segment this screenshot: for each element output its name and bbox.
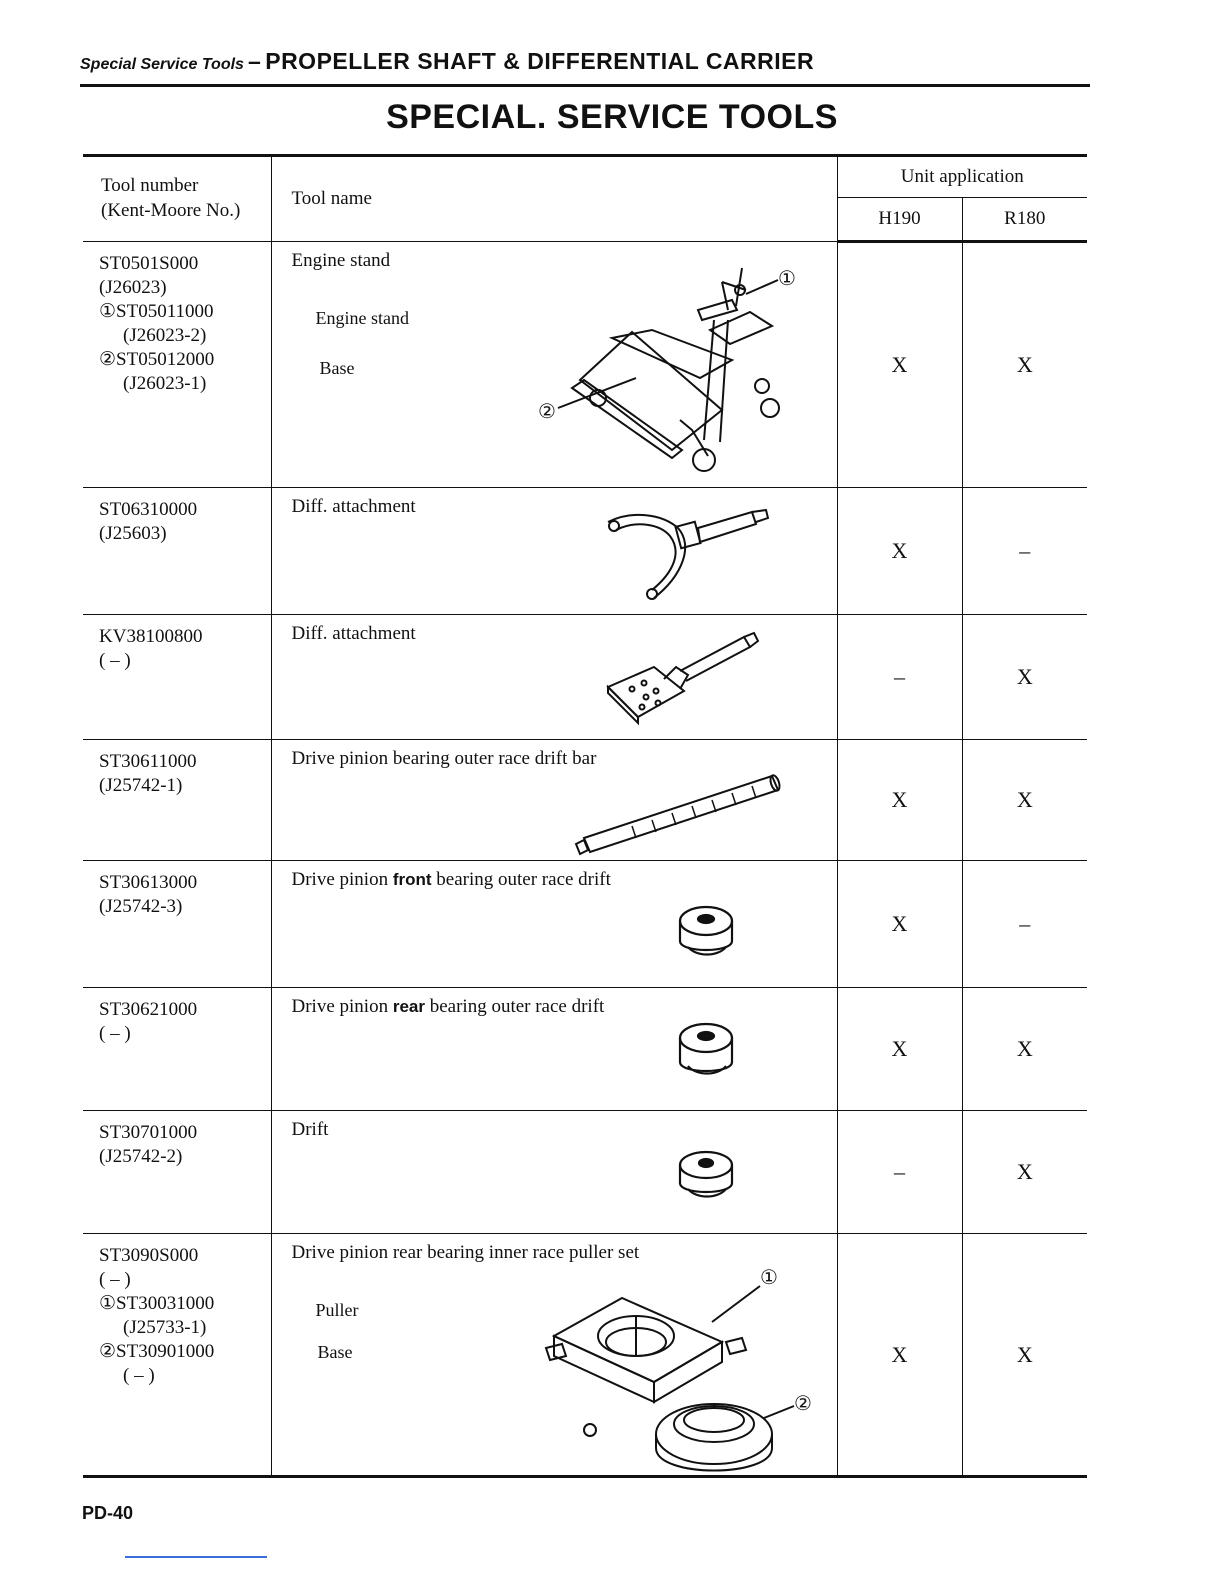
tool-name-cell [271,988,837,1111]
kent-moore-number: (J25603) [99,523,167,544]
table-row [83,1111,1087,1234]
tool-number: KV38100800 [99,626,203,647]
tool-number: ST3090S000 [99,1245,199,1266]
chapter-title: PROPELLER SHAFT & DIFFERENTIAL CARRIER [265,48,815,74]
table-row [83,488,1087,615]
r180-mark: X [962,988,1087,1111]
h190-mark: X [837,740,962,861]
tool-number-cell [83,1111,271,1234]
tool-number: ST30701000 [99,1122,198,1143]
part-number: ST05012000 [116,349,215,370]
running-head [80,48,1090,87]
special-tools-table [83,154,1087,1478]
table-row [83,615,1087,740]
r180-mark: – [962,488,1087,615]
part-kent-moore: ( – ) [123,1365,155,1386]
tool-name-cell [271,740,837,861]
part-name: Puller [315,1300,359,1320]
r180-mark: X [962,740,1087,861]
part-marker: ① [99,301,117,322]
callout-2: ② [537,399,556,423]
part-marker: ① [99,1293,117,1314]
callout-2: ② [793,1391,812,1415]
diff-attachment-plate-illustration [602,631,762,727]
table-row [83,242,1087,488]
tool-number: ST30621000 [99,999,198,1020]
tool-number-cell [83,615,271,740]
table-row [83,861,1087,988]
part-kent-moore: (J25733-1) [123,1317,207,1338]
tool-name-cell [271,861,837,988]
r180-mark: X [962,1234,1087,1477]
page-title: SPECIAL. SERVICE TOOLS [386,98,838,136]
kent-moore-number: ( – ) [99,650,131,671]
tool-name: Diff. attachment [291,623,416,644]
engine-stand-illustration [532,260,832,482]
tool-number-cell [83,988,271,1111]
tool-name: Drive pinion front bearing outer race drift [291,869,611,890]
tool-name: Engine stand [291,250,391,271]
r180-mark: X [962,242,1087,488]
part-name: Base [317,1342,353,1362]
part-name: Engine stand [315,308,409,328]
h190-mark: X [837,488,962,615]
tool-number: ST06310000 [99,499,198,520]
h190-mark: X [837,861,962,988]
tool-number-cell [83,740,271,861]
r180-mark: X [962,615,1087,740]
tool-number: ST30611000 [99,751,197,772]
h190-mark: – [837,615,962,740]
tool-number-cell [83,1234,271,1477]
puller-set-illustration [532,1252,822,1476]
kent-moore-number: ( – ) [99,1269,131,1290]
kent-moore-number: (J25742-3) [99,896,183,917]
drift-bar-illustration [572,760,802,856]
callout-1: ① [777,266,796,290]
emphasis-front: front [392,870,432,889]
page-number: PD-40 [82,1503,134,1523]
h190-mark: X [837,1234,962,1477]
header-h190: H190 [837,198,962,242]
header-tool-name: Tool name [271,156,837,242]
drift-illustration [672,1147,742,1207]
separator: – [247,48,262,74]
part-kent-moore: (J26023-1) [123,373,207,394]
header-r180: R180 [962,198,1087,242]
tool-number: ST30613000 [99,872,198,893]
tool-name-cell [271,242,837,488]
r180-mark: X [962,1111,1087,1234]
kent-moore-number: (J25742-2) [99,1146,183,1167]
table-row [83,1234,1087,1477]
header-tool-number: Tool number (Kent-Moore No.) [83,156,271,242]
part-number: ST05011000 [116,301,214,322]
table-row [83,740,1087,861]
kent-moore-number: ( – ) [99,1023,131,1044]
tool-name-cell [271,488,837,615]
tool-name-cell [271,615,837,740]
callout-1: ① [759,1265,778,1289]
tool-name: Drive pinion bearing outer race drift bar [291,748,597,769]
part-marker: ② [99,349,117,370]
header-unit-application: Unit application [837,156,1087,198]
part-name: Base [319,358,355,378]
kent-moore-number: (J26023) [99,277,167,298]
diff-attachment-fork-illustration [602,502,772,606]
table-row [83,988,1087,1111]
kent-moore-number: (J25742-1) [99,775,183,796]
tool-number: ST0501S000 [99,253,199,274]
section-label: Special Service Tools [80,56,244,73]
part-number: ST30031000 [116,1293,215,1314]
part-marker: ② [99,1341,117,1362]
part-kent-moore: (J26023-2) [123,325,207,346]
tool-name-cell [271,1111,837,1234]
tool-number-cell [83,242,271,488]
r180-mark: – [962,861,1087,988]
divider [125,1556,267,1558]
tool-name: Diff. attachment [291,496,416,517]
tool-number-cell [83,488,271,615]
tool-name: Drift [291,1119,329,1140]
part-number: ST30901000 [116,1341,215,1362]
tool-number-cell [83,861,271,988]
tool-name: Drive pinion rear bearing inner race puller set [291,1242,640,1263]
h190-mark: X [837,988,962,1111]
h190-mark: – [837,1111,962,1234]
race-drift-illustration [672,901,742,965]
emphasis-rear: rear [392,997,425,1016]
h190-mark: X [837,242,962,488]
tool-name: Drive pinion rear bearing outer race drift [291,996,605,1017]
race-drift-illustration [672,1018,742,1084]
tool-name-cell [271,1234,837,1477]
